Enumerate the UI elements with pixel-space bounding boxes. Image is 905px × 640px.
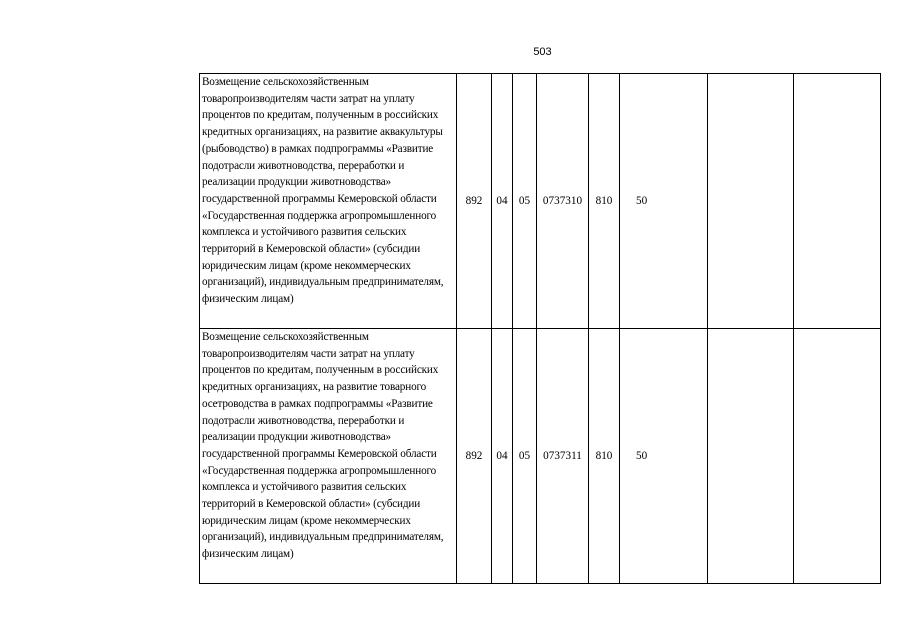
expense-type-code: 810 [589, 74, 620, 329]
budget-table [199, 73, 881, 584]
table-row [200, 74, 881, 329]
empty-cell [708, 74, 794, 329]
section-code: 04 [492, 74, 513, 329]
ministry-code: 892 [457, 74, 492, 329]
expense-type-code: 810 [589, 329, 620, 584]
empty-cell [708, 329, 794, 584]
row-description: Возмещение сельскохозяйственным товаропроизводителям части затрат на уплату процентов по кредитам, полученным в российских кредитных организациях, на развитие аквакультуры (рыбоводство) в рамках подпрограммы «Развитие подотрасли животноводства, переработки и реализации продукции животноводства» государственной программы Кемеровской области «Государственная поддержка агропромышленного комплекса и устойчивого развития сельских территорий в Кемеровской области» (субсидии юридическим лицам (кроме некоммерческих организаций), индивидуальным предпринимателям, физическим лицам) [200, 74, 457, 329]
page-number: 503 [533, 46, 552, 58]
target-article-code: 0737310 [537, 74, 589, 329]
ministry-code: 892 [457, 329, 492, 584]
section-code: 04 [492, 329, 513, 584]
target-article-code: 0737311 [537, 329, 589, 584]
amount-cell: 50 [620, 74, 708, 329]
empty-cell [794, 329, 881, 584]
empty-cell [794, 74, 881, 329]
amount-cell: 50 [620, 329, 708, 584]
row-description: Возмещение сельскохозяйственным товаропроизводителям части затрат на уплату процентов по кредитам, полученным в российских кредитных организациях, на развитие товарного осетроводства в рамках подпрограммы «Развитие подотрасли животноводства, переработки и реализации продукции животноводства» государственной программы Кемеровской области «Государственная поддержка агропромышленного комплекса и устойчивого развития сельских территорий в Кемеровской области» (субсидии юридическим лицам (кроме некоммерческих организаций), индивидуальным предпринимателям, физическим лицам) [200, 329, 457, 584]
table-row [200, 329, 881, 584]
subsection-code: 05 [513, 74, 537, 329]
subsection-code: 05 [513, 329, 537, 584]
